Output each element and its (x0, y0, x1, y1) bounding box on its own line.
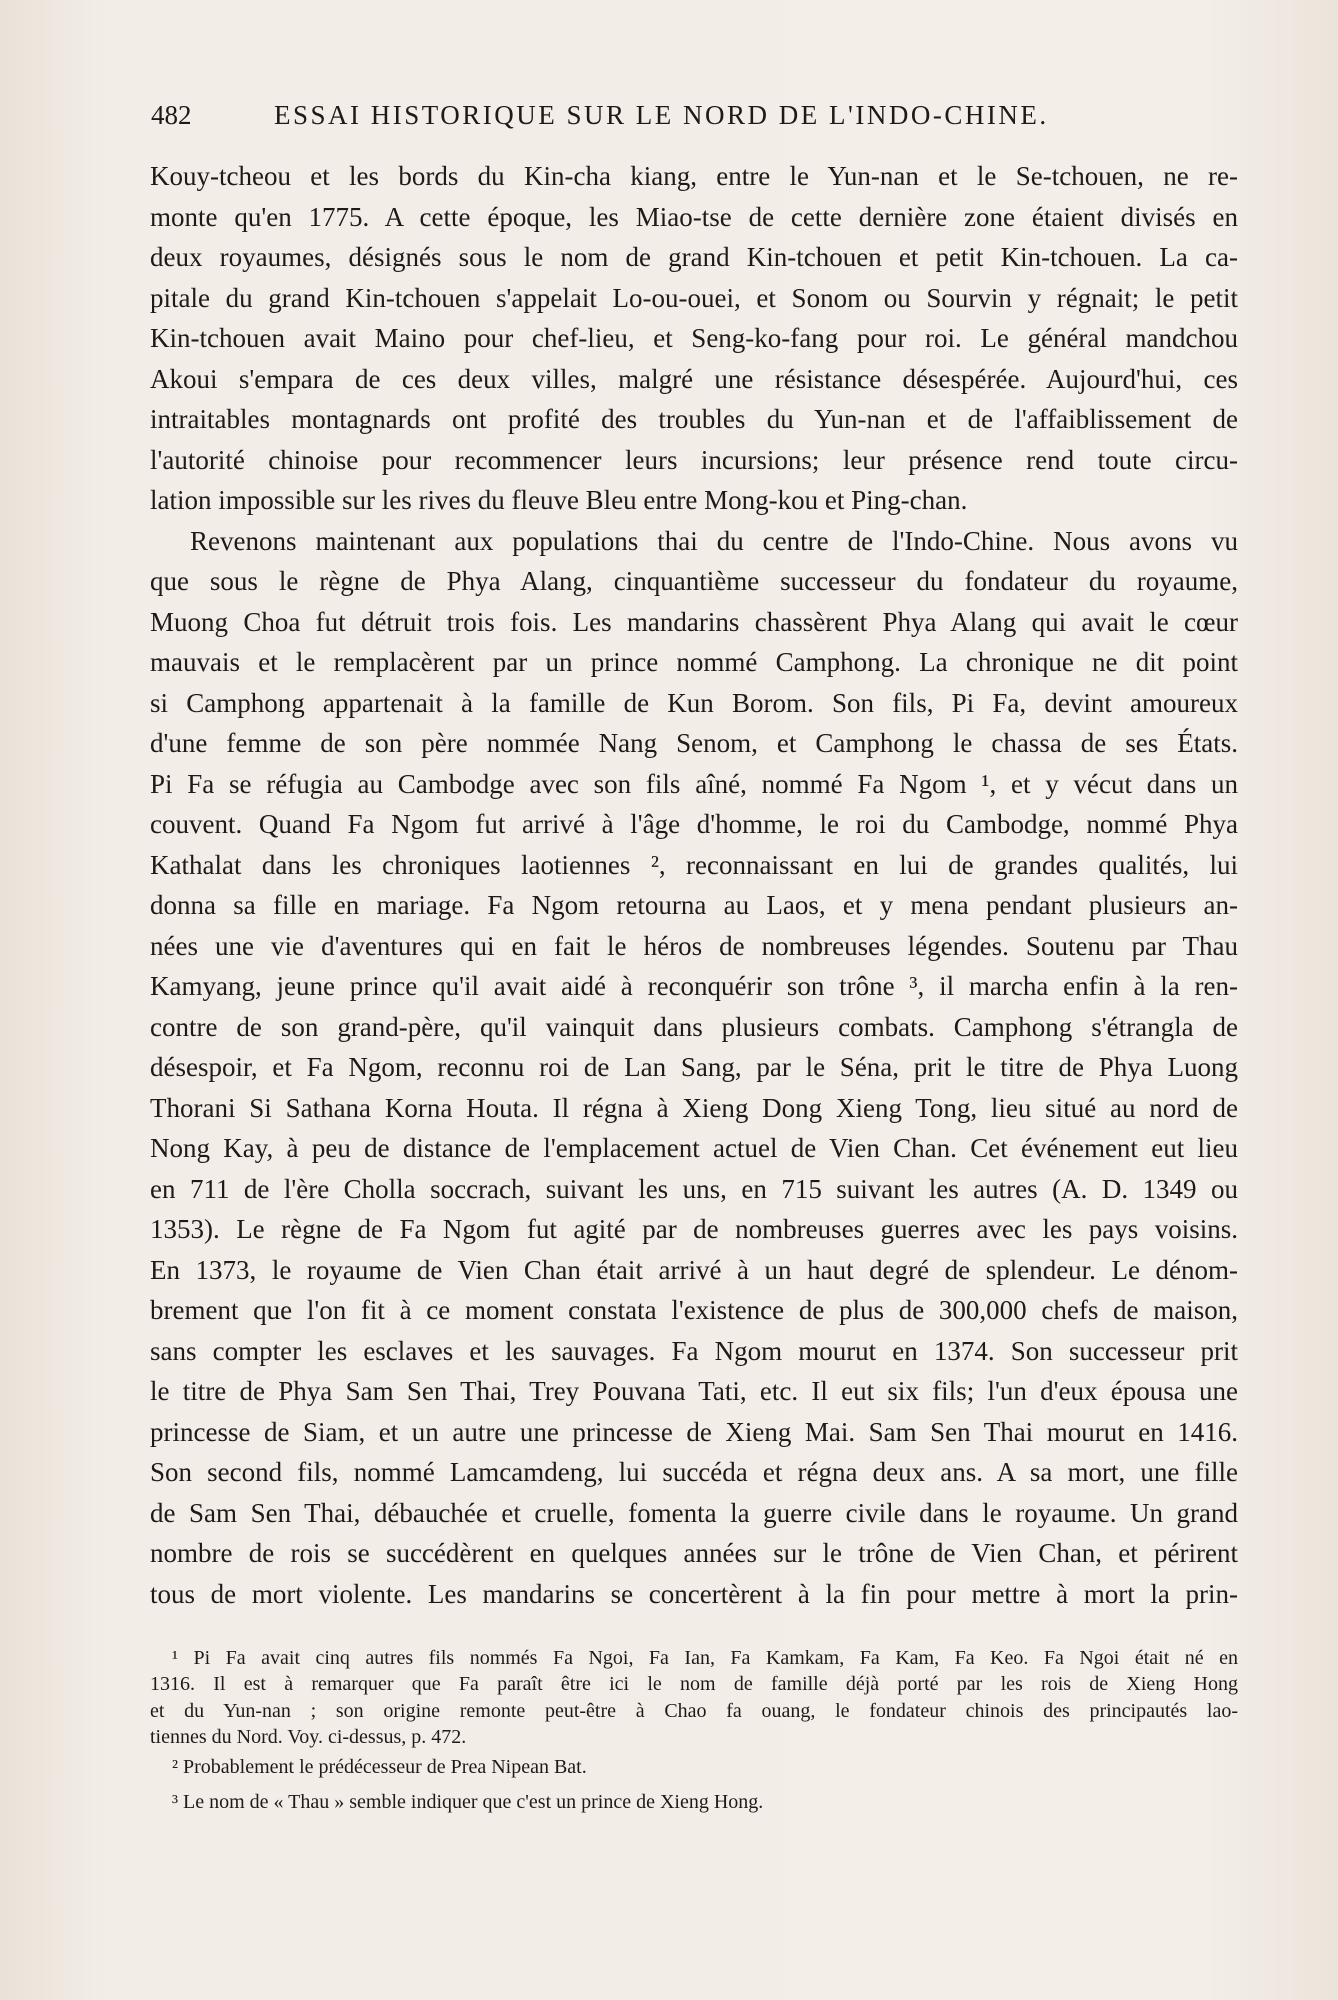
body-line: Muong Choa fut détruit trois fois. Les mandarins chassèrent Phya Alang qui avait le cœur (150, 606, 1238, 637)
body-line: Nong Kay, à peu de distance de l'emplacement actuel de Vien Chan. Cet événement eut lieu (150, 1133, 1238, 1163)
body-line: lation impossible sur les rives du fleuve Bleu entre Mong-kou et Ping-chan. (150, 485, 968, 515)
body-line: Revenons maintenant aux populations thai du centre de l'Indo-Chine. Nous avons vu (190, 525, 1238, 556)
body-line: Kamyang, jeune prince qu'il avait aidé à reconquérir son trône ³, il marcha enfin à la ren- (150, 971, 1238, 1001)
footnote-3: ³ Le nom de « Thau » semble indiquer que c'est un prince de Xieng Hong. (172, 1791, 764, 1813)
body-line: contre de son grand-père, qu'il vainquit dans plusieurs combats. Camphong s'étrangla de (150, 1011, 1238, 1042)
body-line: princesse de Siam, et un autre une princesse de Xieng Mai. Sam Sen Thai mourut en 1416. (150, 1416, 1238, 1447)
body-line: de Sam Sen Thai, débauchée et cruelle, fomenta la guerre civile dans le royaume. Un grand (150, 1497, 1238, 1528)
body-line: Son second fils, nommé Lamcamdeng, lui succéda et régna deux ans. A sa mort, une fille (150, 1457, 1238, 1487)
footnote-1-line: tiennes du Nord. Voy. ci-dessus, p. 472. (150, 1726, 467, 1748)
body-line: En 1373, le royaume de Vien Chan était arrivé à un haut degré de splendeur. Le dénom- (150, 1254, 1238, 1285)
body-line: Kin-tchouen avait Maino pour chef-lieu, et Seng-ko-fang pour roi. Le général mandchou (150, 323, 1238, 353)
body-line: en 711 de l'ère Cholla soccrach, suivant les uns, en 715 suivant les autres (A. D. 1349 ou (150, 1173, 1238, 1204)
body-line: sans compter les esclaves et les sauvages. Fa Ngom mourut en 1374. Son successeur prit (150, 1335, 1238, 1366)
running-title: ESSAI HISTORIQUE SUR LE NORD DE L'INDO-CHINE. (274, 100, 1049, 130)
footnote-2: ² Probablement le prédécesseur de Prea Nipean Bat. (172, 1756, 587, 1778)
body-line: Kathalat dans les chroniques laotiennes ², reconnaissant en lui de grandes qualités, lui (150, 849, 1238, 880)
body-line: nombre de rois se succédèrent en quelques années sur le trône de Vien Chan, et périrent (150, 1538, 1238, 1568)
body-line: Akoui s'empara de ces deux villes, malgré une résistance désespérée. Aujourd'hui, ces (150, 363, 1238, 394)
body-line: d'une femme de son père nommée Nang Senom, et Camphong le chassa de ses États. (150, 728, 1238, 758)
body-line: nées une vie d'aventures qui en fait le héros de nombreuses légendes. Soutenu par Thau (150, 930, 1238, 961)
body-line: que sous le règne de Phya Alang, cinquantième successeur du fondateur du royaume, (150, 566, 1238, 596)
body-line: Thorani Si Sathana Korna Houta. Il régna à Xieng Dong Xieng Tong, lieu situé au nord de (150, 1092, 1238, 1123)
body-line: le titre de Phya Sam Sen Thai, Trey Pouvana Tati, etc. Il eut six fils; l'un d'eux épousa une (150, 1376, 1238, 1406)
body-line: deux royaumes, désignés sous le nom de grand Kin-tchouen et petit Kin-tchouen. La ca- (150, 242, 1238, 272)
body-line: Pi Fa se réfugia au Cambodge avec son fils aîné, nommé Fa Ngom ¹, et y vécut dans un (150, 768, 1238, 799)
body-line: l'autorité chinoise pour recommencer leurs incursions; leur présence rend toute circu- (150, 444, 1238, 475)
body-line: 1353). Le règne de Fa Ngom fut agité par de nombreuses guerres avec les pays voisins. (150, 1214, 1238, 1244)
body-line: pitale du grand Kin-tchouen s'appelait Lo-ou-ouei, et Sonom ou Sourvin y régnait; le petit (150, 282, 1238, 313)
footnote-1-line: ¹ Pi Fa avait cinq autres fils nommés Fa Ngoi, Fa Ian, Fa Kamkam, Fa Kam, Fa Keo. Fa Ngoi était né en (172, 1647, 1238, 1669)
body-line: donna sa fille en mariage. Fa Ngom retourna au Laos, et y mena pendant plusieurs an- (150, 890, 1238, 920)
body-line: couvent. Quand Fa Ngom fut arrivé à l'âge d'homme, le roi du Cambodge, nommé Phya (150, 809, 1238, 839)
footnote-1-line: et du Yun-nan ; son origine remonte peut-être à Chao fa ouang, le fondateur chinois des principautés lao- (150, 1700, 1238, 1722)
body-line: mauvais et le remplacèrent par un prince nommé Camphong. La chronique ne dit point (150, 647, 1238, 677)
page-number: 482 (151, 100, 192, 130)
body-line: tous de mort violente. Les mandarins se concertèrent à la fin pour mettre à mort la prin- (150, 1578, 1238, 1609)
footnote-1-line: 1316. Il est à remarquer que Fa paraît être ici le nom de famille déjà porté par les rois de Xieng Hong (150, 1673, 1238, 1695)
body-line: si Camphong appartenait à la famille de Kun Borom. Son fils, Pi Fa, devint amoureux (150, 687, 1238, 718)
body-line: brement que l'on fit à ce moment constata l'existence de plus de 300,000 chefs de maison, (150, 1295, 1238, 1325)
body-line: monte qu'en 1775. A cette époque, les Miao-tse de cette dernière zone étaient divisés en (150, 201, 1238, 232)
body-line: désespoir, et Fa Ngom, reconnu roi de Lan Sang, par le Séna, prit le titre de Phya Luong (150, 1052, 1238, 1082)
body-line: Kouy-tcheou et les bords du Kin-cha kiang, entre le Yun-nan et le Se-tchouen, ne re- (150, 161, 1238, 191)
body-line: intraitables montagnards ont profité des troubles du Yun-nan et de l'affaiblissement de (150, 404, 1238, 434)
